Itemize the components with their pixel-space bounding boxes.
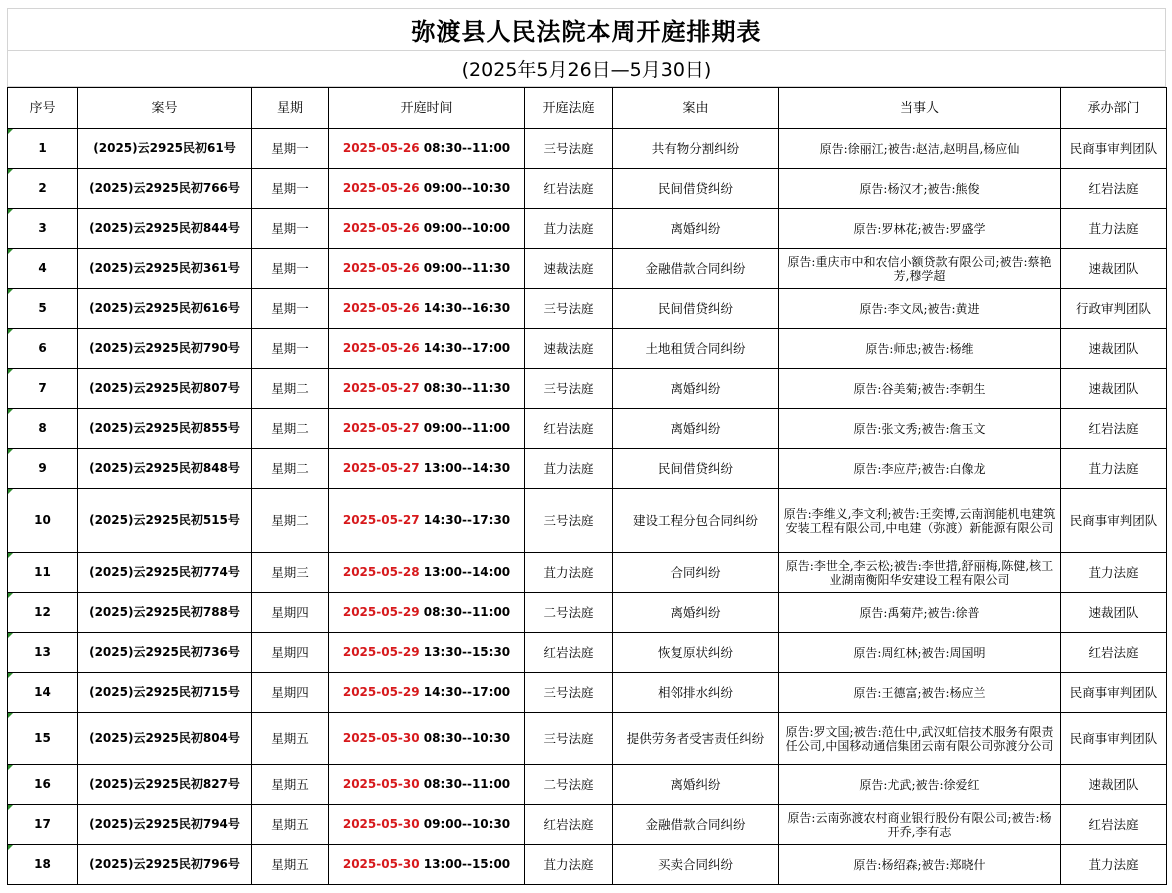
cell-case-number: (2025)云2925民初848号 xyxy=(78,449,252,489)
cell-department: 苴力法庭 xyxy=(1061,209,1167,249)
cell-department: 民商事审判团队 xyxy=(1061,673,1167,713)
cell-parties: 原告:杨绍森;被告:郑晓什 xyxy=(779,845,1061,885)
cell-parties: 原告:杨汉才;被告:熊俊 xyxy=(779,169,1061,209)
hearing-time-range: 09:00--11:30 xyxy=(419,261,511,275)
cell-department: 速裁团队 xyxy=(1061,765,1167,805)
cell-weekday: 星期四 xyxy=(252,633,329,673)
cell-courtroom: 苴力法庭 xyxy=(525,845,613,885)
col-header-time: 开庭时间 xyxy=(329,88,525,129)
cell-department: 红岩法庭 xyxy=(1061,169,1167,209)
cell-hearing-time xyxy=(329,129,525,169)
cell-case-number: (2025)云2925民初794号 xyxy=(78,805,252,845)
cell-courtroom: 三号法庭 xyxy=(525,673,613,713)
cell-cause: 民间借贷纠纷 xyxy=(613,169,779,209)
cell-case-number: (2025)云2925民初788号 xyxy=(78,593,252,633)
cell-case-number: (2025)云2925民初766号 xyxy=(78,169,252,209)
cell-cause: 民间借贷纠纷 xyxy=(613,449,779,489)
cell-hearing-time xyxy=(329,845,525,885)
cell-no: 6 xyxy=(8,329,78,369)
table-row xyxy=(8,553,1167,593)
cell-department: 民商事审判团队 xyxy=(1061,129,1167,169)
cell-no: 4 xyxy=(8,249,78,289)
cell-courtroom: 三号法庭 xyxy=(525,289,613,329)
col-header-cause: 案由 xyxy=(613,88,779,129)
cell-no: 16 xyxy=(8,765,78,805)
cell-parties: 原告:张文秀;被告:詹玉文 xyxy=(779,409,1061,449)
cell-cause: 离婚纠纷 xyxy=(613,369,779,409)
cell-department: 速裁团队 xyxy=(1061,249,1167,289)
cell-weekday: 星期五 xyxy=(252,805,329,845)
cell-courtroom: 三号法庭 xyxy=(525,489,613,553)
cell-courtroom: 三号法庭 xyxy=(525,129,613,169)
cell-courtroom: 红岩法庭 xyxy=(525,169,613,209)
cell-case-number: (2025)云2925民初515号 xyxy=(78,489,252,553)
cell-cause: 共有物分割纠纷 xyxy=(613,129,779,169)
cell-cause: 金融借款合同纠纷 xyxy=(613,805,779,845)
cell-case-number: (2025)云2925民初616号 xyxy=(78,289,252,329)
cell-hearing-time xyxy=(329,633,525,673)
cell-no: 2 xyxy=(8,169,78,209)
cell-case-number: (2025)云2925民初827号 xyxy=(78,765,252,805)
hearing-time-range: 08:30--11:30 xyxy=(419,381,511,395)
cell-weekday: 星期一 xyxy=(252,209,329,249)
cell-cause: 离婚纠纷 xyxy=(613,209,779,249)
cell-case-number: (2025)云2925民初855号 xyxy=(78,409,252,449)
hearing-date: 2025-05-26 xyxy=(342,261,420,275)
table-row xyxy=(8,449,1167,489)
cell-cause: 合同纠纷 xyxy=(613,553,779,593)
hearing-time-range: 13:00--14:30 xyxy=(419,461,511,475)
cell-cause: 民间借贷纠纷 xyxy=(613,289,779,329)
cell-parties: 原告:尤武;被告:徐爱红 xyxy=(779,765,1061,805)
cell-hearing-time xyxy=(329,449,525,489)
cell-courtroom: 速裁法庭 xyxy=(525,329,613,369)
cell-courtroom: 二号法庭 xyxy=(525,765,613,805)
hearing-date: 2025-05-27 xyxy=(342,381,420,395)
table-row xyxy=(8,369,1167,409)
hearing-date: 2025-05-27 xyxy=(342,421,420,435)
cell-no: 9 xyxy=(8,449,78,489)
table-row xyxy=(8,249,1167,289)
cell-no: 15 xyxy=(8,713,78,765)
cell-department: 红岩法庭 xyxy=(1061,633,1167,673)
cell-case-number: (2025)云2925民初361号 xyxy=(78,249,252,289)
table-row xyxy=(8,845,1167,885)
cell-parties: 原告:徐丽江;被告:赵洁,赵明昌,杨应仙 xyxy=(779,129,1061,169)
schedule-table xyxy=(7,87,1167,885)
hearing-time-range: 13:00--15:00 xyxy=(419,857,511,871)
cell-weekday: 星期二 xyxy=(252,449,329,489)
cell-no: 8 xyxy=(8,409,78,449)
cell-parties: 原告:李应芹;被告:白像龙 xyxy=(779,449,1061,489)
table-row xyxy=(8,329,1167,369)
cell-case-number: (2025)云2925民初804号 xyxy=(78,713,252,765)
cell-weekday: 星期四 xyxy=(252,673,329,713)
hearing-time-range: 13:00--14:00 xyxy=(419,565,511,579)
cell-weekday: 星期一 xyxy=(252,329,329,369)
cell-weekday: 星期一 xyxy=(252,169,329,209)
hearing-time-range: 13:30--15:30 xyxy=(419,645,511,659)
table-body xyxy=(8,129,1167,885)
cell-weekday: 星期一 xyxy=(252,129,329,169)
cell-hearing-time xyxy=(329,249,525,289)
cell-parties: 原告:李文凤;被告:黄进 xyxy=(779,289,1061,329)
table-row xyxy=(8,489,1167,553)
cell-courtroom: 红岩法庭 xyxy=(525,409,613,449)
table-row xyxy=(8,633,1167,673)
cell-weekday: 星期二 xyxy=(252,409,329,449)
table-header-row xyxy=(8,88,1167,129)
cell-hearing-time xyxy=(329,289,525,329)
hearing-time-range: 14:30--17:00 xyxy=(419,341,511,355)
cell-cause: 建设工程分包合同纠纷 xyxy=(613,489,779,553)
cell-department: 速裁团队 xyxy=(1061,593,1167,633)
hearing-time-range: 09:00--11:00 xyxy=(419,421,511,435)
cell-no: 13 xyxy=(8,633,78,673)
cell-parties: 原告:禹菊芹;被告:徐普 xyxy=(779,593,1061,633)
cell-hearing-time xyxy=(329,169,525,209)
cell-no: 17 xyxy=(8,805,78,845)
page-title: 弥渡县人民法院本周开庭排期表 xyxy=(7,8,1166,50)
table-row xyxy=(8,593,1167,633)
cell-hearing-time xyxy=(329,713,525,765)
cell-courtroom: 三号法庭 xyxy=(525,369,613,409)
cell-cause: 提供劳务者受害责任纠纷 xyxy=(613,713,779,765)
cell-courtroom: 三号法庭 xyxy=(525,713,613,765)
cell-hearing-time xyxy=(329,593,525,633)
cell-department: 行政审判团队 xyxy=(1061,289,1167,329)
cell-cause: 土地租赁合同纠纷 xyxy=(613,329,779,369)
cell-parties: 原告:王德富;被告:杨应兰 xyxy=(779,673,1061,713)
hearing-time-range: 08:30--10:30 xyxy=(419,731,511,745)
cell-department: 速裁团队 xyxy=(1061,329,1167,369)
hearing-date: 2025-05-30 xyxy=(342,857,420,871)
col-header-dept: 承办部门 xyxy=(1061,88,1167,129)
table-row xyxy=(8,289,1167,329)
hearing-date: 2025-05-30 xyxy=(342,777,420,791)
cell-courtroom: 苴力法庭 xyxy=(525,449,613,489)
col-header-no: 序号 xyxy=(8,88,78,129)
cell-parties: 原告:重庆市中和农信小额贷款有限公司;被告:蔡艳芳,穆学超 xyxy=(779,249,1061,289)
hearing-date: 2025-05-26 xyxy=(342,181,420,195)
cell-parties: 原告:周红林;被告:周国明 xyxy=(779,633,1061,673)
cell-department: 苴力法庭 xyxy=(1061,449,1167,489)
table-row xyxy=(8,129,1167,169)
table-row xyxy=(8,209,1167,249)
hearing-time-range: 08:30--11:00 xyxy=(419,141,511,155)
col-header-parties: 当事人 xyxy=(779,88,1061,129)
cell-cause: 买卖合同纠纷 xyxy=(613,845,779,885)
cell-weekday: 星期五 xyxy=(252,765,329,805)
hearing-date: 2025-05-29 xyxy=(342,645,420,659)
cell-no: 7 xyxy=(8,369,78,409)
cell-hearing-time xyxy=(329,765,525,805)
cell-cause: 离婚纠纷 xyxy=(613,593,779,633)
hearing-time-range: 09:00--10:30 xyxy=(419,817,511,831)
col-header-case: 案号 xyxy=(78,88,252,129)
cell-hearing-time xyxy=(329,673,525,713)
cell-courtroom: 苴力法庭 xyxy=(525,553,613,593)
cell-parties: 原告:师忠;被告:杨维 xyxy=(779,329,1061,369)
cell-parties: 原告:罗林花;被告:罗盛学 xyxy=(779,209,1061,249)
hearing-date: 2025-05-29 xyxy=(342,685,420,699)
cell-weekday: 星期二 xyxy=(252,489,329,553)
cell-cause: 恢复原状纠纷 xyxy=(613,633,779,673)
cell-no: 5 xyxy=(8,289,78,329)
cell-parties: 原告:李维义,李文利;被告:王奕博,云南润能机电建筑安装工程有限公司,中电建（弥渡）新能源有限公司 xyxy=(779,489,1061,553)
hearing-date: 2025-05-27 xyxy=(342,513,420,527)
table-row xyxy=(8,169,1167,209)
col-header-weekday: 星期 xyxy=(252,88,329,129)
cell-department: 红岩法庭 xyxy=(1061,409,1167,449)
hearing-time-range: 09:00--10:00 xyxy=(419,221,511,235)
date-range-subtitle: (2025年5月26日—5月30日) xyxy=(7,50,1166,87)
table-row xyxy=(8,713,1167,765)
cell-weekday: 星期一 xyxy=(252,289,329,329)
cell-hearing-time xyxy=(329,369,525,409)
cell-courtroom: 速裁法庭 xyxy=(525,249,613,289)
cell-cause: 相邻排水纠纷 xyxy=(613,673,779,713)
cell-courtroom: 二号法庭 xyxy=(525,593,613,633)
cell-case-number: (2025)云2925民初61号 xyxy=(78,129,252,169)
cell-department: 民商事审判团队 xyxy=(1061,713,1167,765)
cell-parties: 原告:罗文国;被告:范仕中,武汉虹信技术服务有限责任公司,中国移动通信集团云南有限公司弥渡分公司 xyxy=(779,713,1061,765)
cell-courtroom: 红岩法庭 xyxy=(525,805,613,845)
cell-no: 12 xyxy=(8,593,78,633)
hearing-time-range: 08:30--11:00 xyxy=(419,777,511,791)
cell-parties: 原告:谷美菊;被告:李朝生 xyxy=(779,369,1061,409)
cell-courtroom: 红岩法庭 xyxy=(525,633,613,673)
hearing-time-range: 14:30--16:30 xyxy=(419,301,511,315)
cell-no: 3 xyxy=(8,209,78,249)
cell-weekday: 星期五 xyxy=(252,713,329,765)
cell-no: 11 xyxy=(8,553,78,593)
cell-case-number: (2025)云2925民初715号 xyxy=(78,673,252,713)
cell-no: 18 xyxy=(8,845,78,885)
cell-weekday: 星期五 xyxy=(252,845,329,885)
cell-weekday: 星期一 xyxy=(252,249,329,289)
hearing-time-range: 09:00--10:30 xyxy=(419,181,511,195)
col-header-court: 开庭法庭 xyxy=(525,88,613,129)
cell-case-number: (2025)云2925民初844号 xyxy=(78,209,252,249)
cell-case-number: (2025)云2925民初807号 xyxy=(78,369,252,409)
cell-case-number: (2025)云2925民初790号 xyxy=(78,329,252,369)
table-row xyxy=(8,805,1167,845)
cell-cause: 离婚纠纷 xyxy=(613,409,779,449)
hearing-date: 2025-05-27 xyxy=(342,461,420,475)
cell-parties: 原告:云南弥渡农村商业银行股份有限公司;被告:杨开乔,李有志 xyxy=(779,805,1061,845)
cell-case-number: (2025)云2925民初774号 xyxy=(78,553,252,593)
schedule-sheet xyxy=(7,8,1166,885)
cell-case-number: (2025)云2925民初796号 xyxy=(78,845,252,885)
cell-hearing-time xyxy=(329,209,525,249)
hearing-date: 2025-05-30 xyxy=(342,731,420,745)
cell-no: 14 xyxy=(8,673,78,713)
hearing-time-range: 14:30--17:00 xyxy=(419,685,511,699)
cell-cause: 金融借款合同纠纷 xyxy=(613,249,779,289)
cell-hearing-time xyxy=(329,409,525,449)
cell-department: 民商事审判团队 xyxy=(1061,489,1167,553)
hearing-time-range: 08:30--11:00 xyxy=(419,605,511,619)
cell-department: 速裁团队 xyxy=(1061,369,1167,409)
cell-hearing-time xyxy=(329,805,525,845)
cell-department: 红岩法庭 xyxy=(1061,805,1167,845)
table-row xyxy=(8,673,1167,713)
table-row xyxy=(8,765,1167,805)
cell-case-number: (2025)云2925民初736号 xyxy=(78,633,252,673)
cell-hearing-time xyxy=(329,553,525,593)
cell-no: 10 xyxy=(8,489,78,553)
hearing-date: 2025-05-29 xyxy=(342,605,420,619)
cell-hearing-time xyxy=(329,489,525,553)
hearing-date: 2025-05-28 xyxy=(342,565,420,579)
cell-weekday: 星期四 xyxy=(252,593,329,633)
cell-parties: 原告:李世全,李云松;被告:李世措,舒丽梅,陈健,核工业湖南衡阳华安建设工程有限公司 xyxy=(779,553,1061,593)
cell-department: 苴力法庭 xyxy=(1061,553,1167,593)
cell-weekday: 星期二 xyxy=(252,369,329,409)
hearing-date: 2025-05-30 xyxy=(342,817,420,831)
cell-no: 1 xyxy=(8,129,78,169)
hearing-date: 2025-05-26 xyxy=(342,341,420,355)
cell-department: 苴力法庭 xyxy=(1061,845,1167,885)
table-row xyxy=(8,409,1167,449)
hearing-date: 2025-05-26 xyxy=(342,221,420,235)
hearing-date: 2025-05-26 xyxy=(342,141,420,155)
cell-hearing-time xyxy=(329,329,525,369)
cell-weekday: 星期三 xyxy=(252,553,329,593)
cell-cause: 离婚纠纷 xyxy=(613,765,779,805)
hearing-date: 2025-05-26 xyxy=(342,301,420,315)
cell-courtroom: 苴力法庭 xyxy=(525,209,613,249)
hearing-time-range: 14:30--17:30 xyxy=(419,513,511,527)
